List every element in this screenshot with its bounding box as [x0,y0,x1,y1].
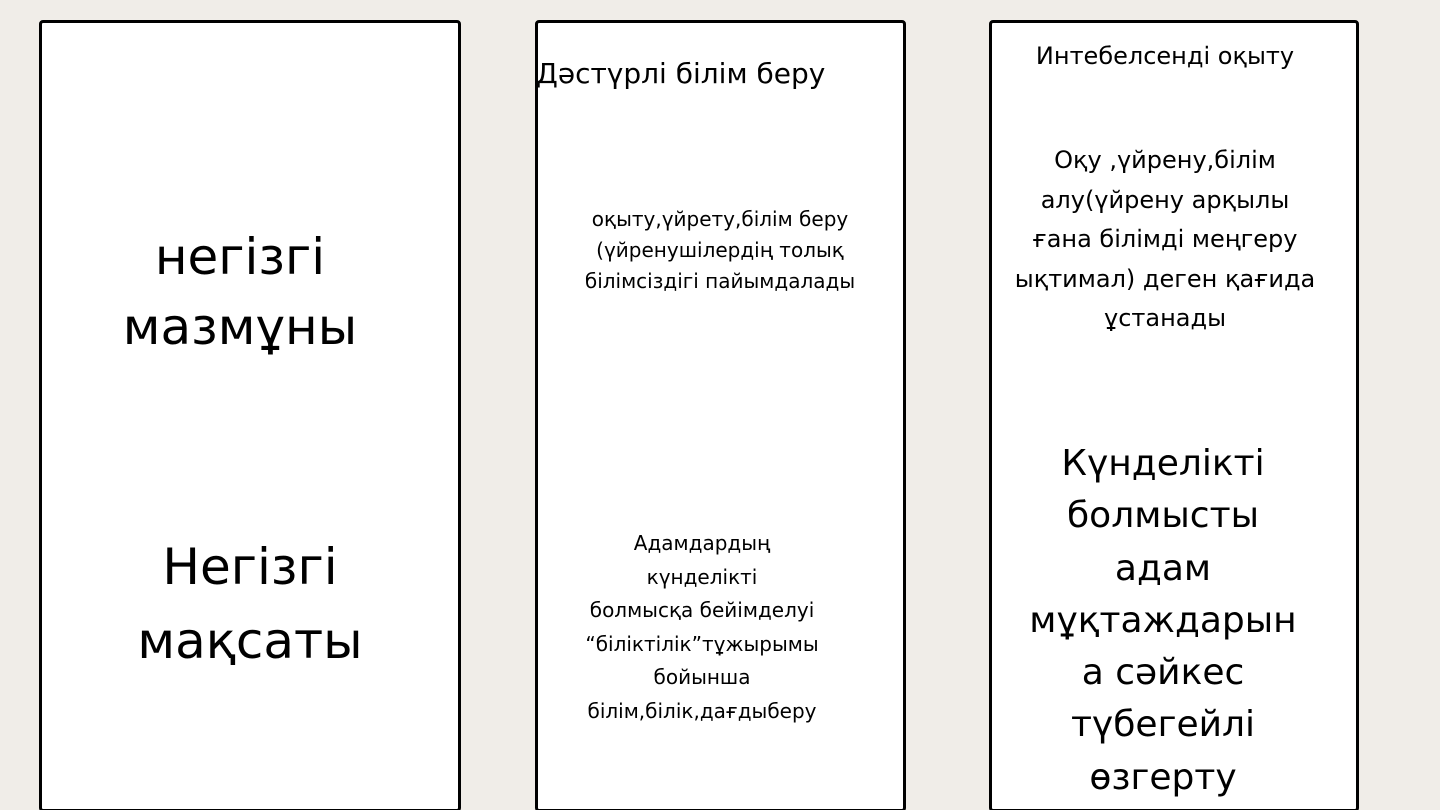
goal-label [50,530,450,678]
text-line: Негізгі [162,538,338,596]
text-line: мақсаты [137,612,363,670]
right-panel-title: Интебелсенді оқыту [1035,42,1295,70]
right-goal-text [1013,438,1313,804]
middle-panel-title: Дәстүрлі білім беру [536,57,826,90]
text-line: негізгі [154,228,326,286]
text-line: күнделікті [646,564,758,589]
text-line: Күнделікті [1061,443,1265,484]
right-content-text [980,141,1350,339]
text-line: мазмұны [122,298,358,356]
text-line: а сәйкес [1081,652,1245,694]
content-label [40,222,440,362]
text-line: түбегейлі [1070,704,1256,746]
text-line: өзгерту [1089,756,1237,798]
text-line: Оқу ,үйрену,білім [1054,146,1276,174]
text-line: ұстанады [1103,304,1227,332]
text-line: “біліктілік”тұжырымы [585,631,819,656]
middle-content-text [560,204,880,297]
text-line: (үйренушілердің толық [596,238,844,262]
text-line: ықтимал) деген қағида [1014,264,1316,293]
middle-goal-text [552,527,852,728]
text-line: адам [1114,547,1212,589]
text-line: ғана білімді меңгеру [1032,225,1298,253]
text-line: алу(үйрену арқылы [1040,185,1290,214]
text-line: білімсіздігі пайымдалады [584,269,856,293]
text-line: болмысты [1066,495,1259,537]
text-line: мұқтаждарын [1029,599,1297,641]
text-line: Адамдардың [633,531,771,555]
left-panel [39,20,461,810]
text-line: білім,білік,дағдыберу [587,698,817,723]
text-line: бойынша [653,665,751,689]
text-line: оқыту,үйрету,білім беру [591,207,849,231]
text-line: болмысқа бейімделуі [589,598,815,622]
